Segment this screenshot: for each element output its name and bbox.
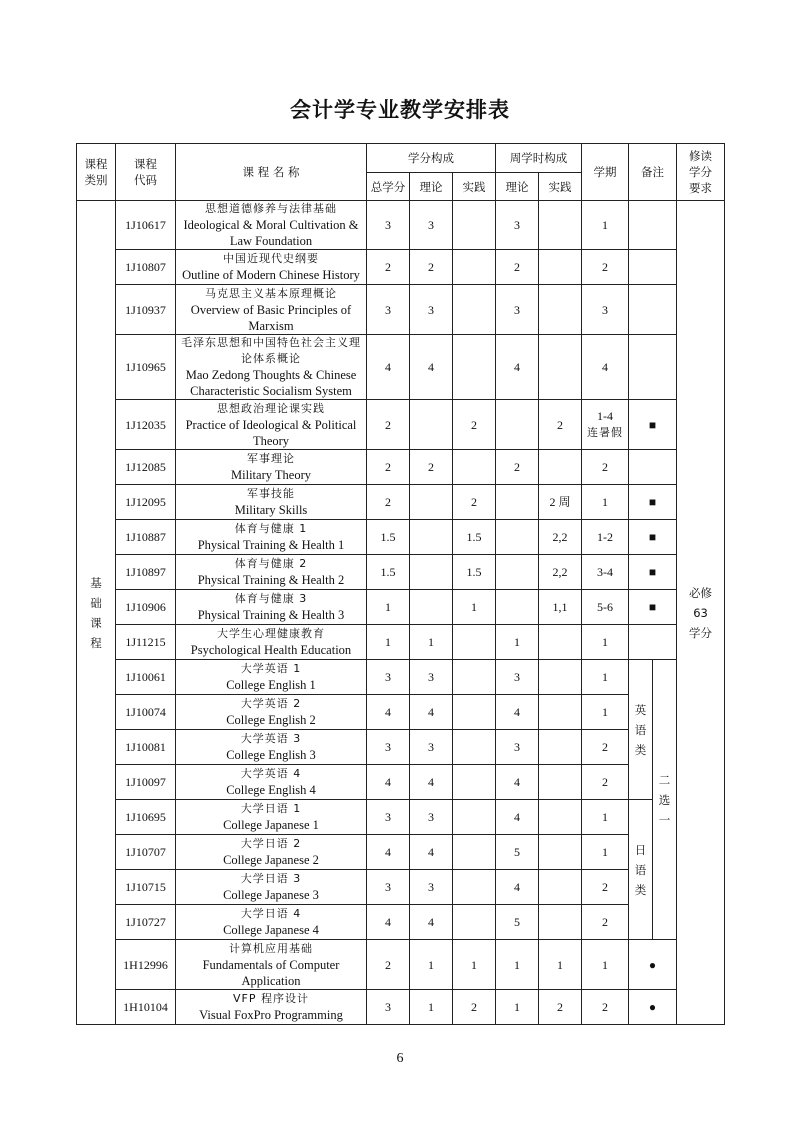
course-name — [176, 201, 367, 250]
total-credits: 2 — [367, 400, 410, 450]
total-credits: 2 — [367, 450, 410, 485]
header-hours: 周学时构成 — [496, 144, 582, 173]
course-name — [176, 485, 367, 520]
practice-credits: 2 — [453, 400, 496, 450]
course-name-cn: 大学英语 1 — [240, 662, 302, 675]
practice-hours: 2 — [539, 990, 582, 1025]
course-name-cn: 军事理论 — [247, 452, 295, 465]
practice-credits — [453, 870, 496, 905]
header-category: 课程 类别 — [77, 144, 116, 201]
theory-credits: 4 — [410, 905, 453, 940]
practice-hours — [539, 800, 582, 835]
semester: 1-2 — [582, 520, 629, 555]
semester: 1 — [582, 485, 629, 520]
course-name-cn: 体育与健康 1 — [234, 522, 308, 535]
page-title: 会计学专业教学安排表 — [290, 98, 510, 122]
course-name-cn: 大学英语 4 — [240, 767, 302, 780]
theory-credits — [410, 400, 453, 450]
choose-one-label: 二 选 一 — [653, 660, 677, 940]
course-name — [176, 400, 367, 450]
table-row — [77, 485, 725, 520]
theory-credits: 3 — [410, 730, 453, 765]
table-row — [77, 660, 725, 695]
course-code: 1J10965 — [116, 335, 176, 400]
course-name-cn: 大学生心理健康教育 — [217, 627, 325, 640]
semester: 1 — [582, 660, 629, 695]
semester: 1 — [582, 201, 629, 250]
practice-credits — [453, 660, 496, 695]
header-theory-credits: 理论 — [410, 173, 453, 201]
semester: 1 — [582, 625, 629, 660]
theory-hours: 4 — [496, 870, 539, 905]
course-name-en: Mao Zedong Thoughts & Chinese Characteristic Socialism System — [185, 368, 357, 398]
note: ■ — [629, 520, 677, 555]
table-row — [77, 555, 725, 590]
course-name-en: Physical Training & Health 2 — [197, 573, 345, 587]
practice-credits: 2 — [453, 485, 496, 520]
total-credits: 1 — [367, 625, 410, 660]
course-name — [176, 870, 367, 905]
theory-credits: 3 — [410, 800, 453, 835]
table-row — [77, 905, 725, 940]
course-name-cn: 体育与健康 3 — [234, 592, 308, 605]
note: ■ — [629, 485, 677, 520]
table-row — [77, 765, 725, 800]
course-name-en: Military Theory — [231, 468, 311, 482]
category-cell: 基 础 课 程 — [77, 201, 116, 1025]
theory-hours: 4 — [496, 800, 539, 835]
theory-hours: 5 — [496, 835, 539, 870]
course-name-en: College English 3 — [226, 748, 316, 762]
practice-credits — [453, 201, 496, 250]
practice-hours: 1 — [539, 940, 582, 990]
course-code: 1J10695 — [116, 800, 176, 835]
note — [629, 285, 677, 335]
course-name-en: College English 4 — [226, 783, 316, 797]
theory-hours — [496, 555, 539, 590]
semester: 2 — [582, 765, 629, 800]
theory-credits: 2 — [410, 250, 453, 285]
practice-hours — [539, 450, 582, 485]
total-credits: 3 — [367, 201, 410, 250]
theory-credits: 3 — [410, 285, 453, 335]
semester: 1 — [582, 695, 629, 730]
header-practice-hours: 实践 — [539, 173, 582, 201]
practice-credits — [453, 285, 496, 335]
theory-hours — [496, 400, 539, 450]
course-name-cn: 中国近现代史纲要 — [223, 252, 319, 265]
course-name — [176, 250, 367, 285]
course-code: 1J10097 — [116, 765, 176, 800]
semester: 1 — [582, 940, 629, 990]
course-name-en: Practice of Ideological & Political Theory — [185, 417, 357, 448]
semester: 3-4 — [582, 555, 629, 590]
theory-credits: 3 — [410, 870, 453, 905]
course-name-en: Fundamentals of Computer Application — [202, 957, 340, 988]
course-name — [176, 520, 367, 555]
course-name-en: Outline of Modern Chinese History — [182, 268, 360, 282]
practice-credits — [453, 905, 496, 940]
course-name-en: Ideological & Moral Cultivation & Law Foundation — [183, 218, 359, 248]
course-name-cn: 大学日语 2 — [240, 837, 302, 850]
practice-credits: 2 — [453, 990, 496, 1025]
table-row — [77, 870, 725, 905]
course-name — [176, 835, 367, 870]
total-credits: 4 — [367, 695, 410, 730]
course-name — [176, 555, 367, 590]
note: ■ — [629, 555, 677, 590]
course-name — [176, 285, 367, 335]
practice-hours: 2 — [539, 400, 582, 450]
theory-credits: 4 — [410, 835, 453, 870]
course-name-en: College English 2 — [226, 713, 316, 727]
header-credits: 学分构成 — [367, 144, 496, 173]
course-name-en: College Japanese 2 — [223, 853, 319, 867]
note: ● — [629, 940, 677, 990]
course-name — [176, 450, 367, 485]
practice-credits: 1 — [453, 590, 496, 625]
theory-hours: 4 — [496, 695, 539, 730]
theory-hours: 1 — [496, 625, 539, 660]
practice-hours: 2,2 — [539, 520, 582, 555]
course-name — [176, 625, 367, 660]
course-code: 1J12035 — [116, 400, 176, 450]
semester: 2 — [582, 990, 629, 1025]
theory-hours: 1 — [496, 990, 539, 1025]
practice-credits — [453, 335, 496, 400]
practice-hours — [539, 695, 582, 730]
course-name-en: College English 1 — [226, 678, 316, 692]
total-credits: 3 — [367, 660, 410, 695]
theory-credits: 1 — [410, 940, 453, 990]
semester: 1 — [582, 835, 629, 870]
course-name — [176, 905, 367, 940]
course-code: 1J10937 — [116, 285, 176, 335]
theory-credits: 2 — [410, 450, 453, 485]
table-row — [77, 800, 725, 835]
total-credits: 3 — [367, 285, 410, 335]
table-row — [77, 201, 725, 250]
practice-credits — [453, 250, 496, 285]
practice-credits — [453, 765, 496, 800]
note: ● — [629, 990, 677, 1025]
theory-hours: 3 — [496, 730, 539, 765]
theory-credits — [410, 590, 453, 625]
semester: 2 — [582, 870, 629, 905]
course-name-cn: 计算机应用基础 — [229, 941, 313, 955]
course-code: 1H10104 — [116, 990, 176, 1025]
page-number: 6 — [396, 1051, 404, 1066]
course-name-en: Physical Training & Health 3 — [197, 608, 345, 622]
practice-credits — [453, 730, 496, 765]
total-credits: 2 — [367, 250, 410, 285]
total-credits: 4 — [367, 765, 410, 800]
course-code: 1J10887 — [116, 520, 176, 555]
theory-credits — [410, 555, 453, 590]
total-credits: 3 — [367, 990, 410, 1025]
english-group-label: 英 语 类 — [629, 660, 653, 800]
note — [629, 450, 677, 485]
theory-hours: 3 — [496, 660, 539, 695]
practice-credits: 1.5 — [453, 555, 496, 590]
course-name-cn: 体育与健康 2 — [234, 557, 308, 570]
course-name-en: College Japanese 4 — [223, 923, 319, 937]
course-code: 1J10061 — [116, 660, 176, 695]
course-code: 1J10074 — [116, 695, 176, 730]
practice-credits — [453, 835, 496, 870]
practice-hours — [539, 905, 582, 940]
course-name-cn: 马克思主义基本原理概论 — [205, 286, 337, 300]
course-name-cn: 毛泽东思想和中国特色社会主义理论体系概论 — [181, 336, 361, 365]
course-code: 1J12095 — [116, 485, 176, 520]
total-credits: 3 — [367, 870, 410, 905]
theory-hours: 3 — [496, 201, 539, 250]
course-code: 1J10897 — [116, 555, 176, 590]
note: ■ — [629, 590, 677, 625]
table-row — [77, 590, 725, 625]
practice-credits — [453, 450, 496, 485]
course-name-en: Military Skills — [234, 503, 308, 517]
practice-hours — [539, 625, 582, 660]
course-name-en: College Japanese 3 — [223, 888, 319, 902]
header-note: 备注 — [629, 144, 677, 201]
course-name-cn: 军事技能 — [247, 487, 295, 500]
course-code: 1J10617 — [116, 201, 176, 250]
theory-credits: 4 — [410, 335, 453, 400]
semester: 1 — [582, 800, 629, 835]
practice-credits — [453, 625, 496, 660]
theory-hours: 4 — [496, 765, 539, 800]
course-name-cn: VFP 程序设计 — [233, 992, 309, 1005]
table-row — [77, 450, 725, 485]
total-credits: 2 — [367, 940, 410, 990]
japanese-group-label: 日 语 类 — [629, 800, 653, 940]
total-credits: 1 — [367, 590, 410, 625]
theory-credits: 1 — [410, 625, 453, 660]
course-name-cn: 大学日语 4 — [240, 907, 302, 920]
course-name — [176, 940, 367, 990]
total-credits: 4 — [367, 835, 410, 870]
course-name — [176, 730, 367, 765]
theory-hours: 2 — [496, 450, 539, 485]
theory-credits: 3 — [410, 660, 453, 695]
course-code: 1J10807 — [116, 250, 176, 285]
course-code: 1J10081 — [116, 730, 176, 765]
theory-hours: 5 — [496, 905, 539, 940]
course-name-en: College Japanese 1 — [223, 818, 319, 832]
semester: 2 — [582, 250, 629, 285]
theory-credits: 1 — [410, 990, 453, 1025]
schedule-table — [76, 143, 725, 1025]
table-row — [77, 695, 725, 730]
course-name-cn: 大学英语 3 — [240, 732, 302, 745]
theory-credits — [410, 520, 453, 555]
practice-credits — [453, 695, 496, 730]
course-code: 1J10906 — [116, 590, 176, 625]
semester: 1-4 连暑假 — [582, 400, 629, 450]
course-name-en: Psychological Health Education — [190, 643, 352, 657]
practice-hours — [539, 730, 582, 765]
header-theory-hours: 理论 — [496, 173, 539, 201]
header-practice-credits: 实践 — [453, 173, 496, 201]
table-row — [77, 520, 725, 555]
course-code: 1J11215 — [116, 625, 176, 660]
course-name-cn: 大学日语 3 — [240, 872, 302, 885]
practice-hours: 2 周 — [539, 485, 582, 520]
course-code: 1J12085 — [116, 450, 176, 485]
course-name-cn: 思想道德修养与法律基础 — [205, 202, 337, 215]
table-row — [77, 835, 725, 870]
course-name-en: Physical Training & Health 1 — [197, 538, 345, 552]
practice-hours: 1,1 — [539, 590, 582, 625]
practice-credits: 1 — [453, 940, 496, 990]
header-semester: 学期 — [582, 144, 629, 201]
course-code: 1J10707 — [116, 835, 176, 870]
theory-hours: 4 — [496, 335, 539, 400]
header-total-credits: 总学分 — [367, 173, 410, 201]
table-row — [77, 400, 725, 450]
semester: 4 — [582, 335, 629, 400]
theory-credits: 4 — [410, 695, 453, 730]
note: ■ — [629, 400, 677, 450]
theory-credits — [410, 485, 453, 520]
practice-hours: 2,2 — [539, 555, 582, 590]
course-name — [176, 590, 367, 625]
table-row — [77, 250, 725, 285]
header-requirement: 修读 学分 要求 — [677, 144, 725, 201]
semester: 5-6 — [582, 590, 629, 625]
semester: 3 — [582, 285, 629, 335]
total-credits: 4 — [367, 905, 410, 940]
course-name — [176, 765, 367, 800]
table-row — [77, 990, 725, 1025]
header-code: 课程 代码 — [116, 144, 176, 201]
theory-hours: 3 — [496, 285, 539, 335]
semester: 2 — [582, 730, 629, 765]
practice-hours — [539, 285, 582, 335]
course-name — [176, 335, 367, 400]
course-name — [176, 990, 367, 1025]
course-name — [176, 660, 367, 695]
practice-hours — [539, 870, 582, 905]
theory-hours: 1 — [496, 940, 539, 990]
total-credits: 3 — [367, 730, 410, 765]
theory-credits: 4 — [410, 765, 453, 800]
course-code: 1J10727 — [116, 905, 176, 940]
note — [629, 335, 677, 400]
practice-hours — [539, 201, 582, 250]
total-credits: 1.5 — [367, 555, 410, 590]
theory-hours — [496, 520, 539, 555]
table-row — [77, 285, 725, 335]
total-credits: 1.5 — [367, 520, 410, 555]
course-name — [176, 800, 367, 835]
practice-hours — [539, 835, 582, 870]
theory-credits: 3 — [410, 201, 453, 250]
course-name-cn: 思想政治理论课实践 — [217, 401, 325, 415]
table-row — [77, 730, 725, 765]
course-name-en: Visual FoxPro Programming — [199, 1008, 343, 1022]
course-name-cn: 大学英语 2 — [240, 697, 302, 710]
practice-hours — [539, 335, 582, 400]
course-name-cn: 大学日语 1 — [240, 802, 302, 815]
course-code: 1J10715 — [116, 870, 176, 905]
note — [629, 250, 677, 285]
theory-hours — [496, 485, 539, 520]
practice-hours — [539, 660, 582, 695]
practice-hours — [539, 250, 582, 285]
course-name — [176, 695, 367, 730]
note — [629, 625, 677, 660]
course-code: 1H12996 — [116, 940, 176, 990]
course-name-en: Overview of Basic Principles of Marxism — [190, 302, 352, 333]
total-credits: 3 — [367, 800, 410, 835]
theory-hours — [496, 590, 539, 625]
note — [629, 201, 677, 250]
semester: 2 — [582, 450, 629, 485]
practice-credits — [453, 800, 496, 835]
requirement-cell: 必修 63 学分 — [677, 201, 725, 1025]
semester: 2 — [582, 905, 629, 940]
total-credits: 4 — [367, 335, 410, 400]
table-row — [77, 335, 725, 400]
table-row — [77, 625, 725, 660]
practice-hours — [539, 765, 582, 800]
theory-hours: 2 — [496, 250, 539, 285]
practice-credits: 1.5 — [453, 520, 496, 555]
header-name: 课 程 名 称 — [176, 144, 367, 201]
total-credits: 2 — [367, 485, 410, 520]
table-row — [77, 940, 725, 990]
